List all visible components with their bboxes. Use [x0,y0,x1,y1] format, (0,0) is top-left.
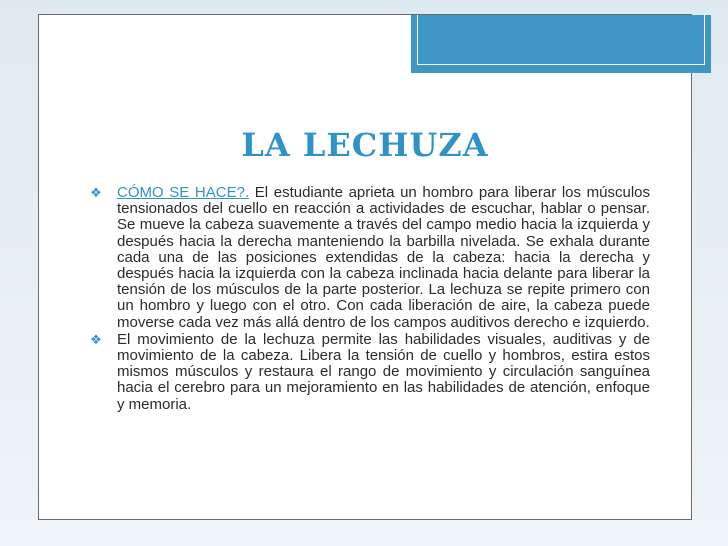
accent-bar [411,15,711,73]
diamond-icon: ❖ [90,331,102,347]
bullet-item [90,184,650,331]
bullet-lead: CÓMO SE HACE?. [117,184,250,201]
bullet-text: El movimiento de la lechuza permite las habilidades visuales, auditivas y de movimiento de la cabeza. Libera la tensión de cuello y hombros, estira estos mismos músculos y restaura el rango de movimiento y circulación sanguínea hacia el cerebro para un mejoramiento en las habilidades de atención, enfoque y memoria. [117,330,650,413]
bullet-list [90,184,650,414]
slide-title: LA LECHUZA [241,126,489,164]
diamond-icon: ❖ [90,185,102,200]
bullet-item [90,330,650,413]
bullet-text: El estudiante aprieta un hombro para liberar los músculos tensionados del cuello en reacción a actividades de escuchar, hablar o pensar. Se mueve la cabeza suavemente a través del campo medio hacia la izquierda y después hacia la derecha manteniendo la barbilla nivelada. Se exhala durante cada una de las posiciones extendidas de la cabeza: hacia la derecha y después hacia la izquierda con la cabeza inclinada hacia delante para liberar la tensión de los músculos de la parte posterior. La lechuza se repite primero con un hombro y luego con el otro. Con cada liberación de aire, la cabeza puede moverse cada vez más allá dentro de los campos auditivos derecho e izquierdo. [117,184,650,331]
accent-bar-frame [417,15,705,65]
